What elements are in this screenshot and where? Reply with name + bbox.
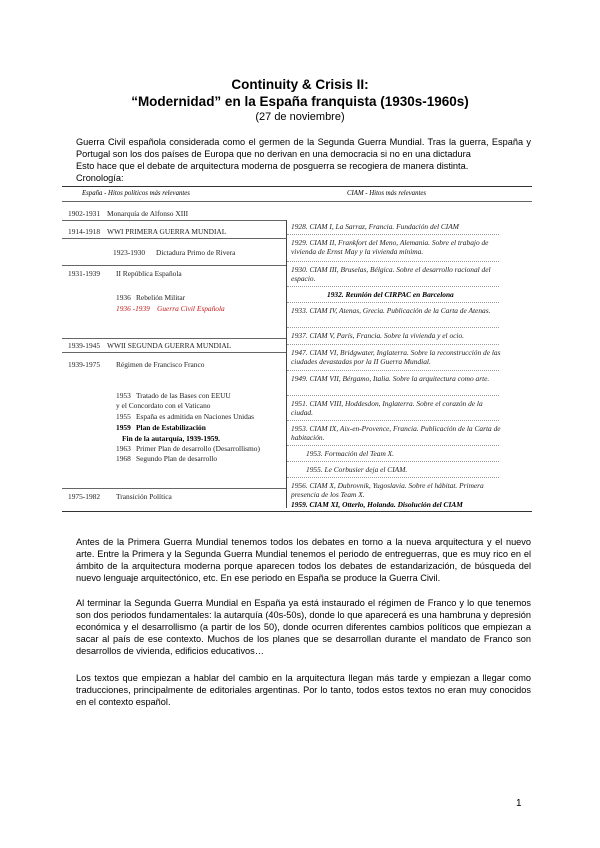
ciam-separator bbox=[287, 420, 499, 421]
ciam-separator bbox=[287, 327, 499, 328]
left-event-10: España es admitida en Naciones Unidas bbox=[136, 412, 255, 421]
left-year-11: 1959 bbox=[116, 423, 131, 432]
header-left: España - Hitos políticos más relevantes bbox=[82, 190, 190, 197]
ciam-5: 1937. CIAM V, París, Francia. Sobre la vivienda y el ocio. bbox=[291, 331, 465, 340]
left-event-5: Guerra Civil Española bbox=[157, 304, 225, 313]
left-year-5: 1936 -1939 bbox=[116, 304, 150, 313]
intro-label: Cronología: bbox=[76, 173, 124, 183]
ciam-8: 1951. CIAM VIII, Hoddesdon, Inglaterra. Sobre el corazón de la ciudad. bbox=[291, 399, 483, 417]
intro-line-2: Esto hace que el debate de arquitectura moderna de posguerra se recogiera de manera distinta. bbox=[76, 161, 469, 171]
ciam-0: 1928. CIAM I, La Sarraz, Francia. Fundación del CIAM bbox=[291, 222, 459, 231]
left-event-12: Fin de la autarquía, 1939-1959. bbox=[122, 434, 221, 443]
left-event-13: Primer Plan de desarrollo (Desarrollismo) bbox=[136, 444, 260, 453]
paragraph-3-text: Los textos que empiezan a hablar del cambio en la arquitectura llegan más tarde y empiezan a llegar como traducciones, principalmente de editoriales argentinas. Por lo tanto, todos estos textos no eran muy conocidos en el contexto español. bbox=[76, 673, 531, 707]
left-event-3: II República Española bbox=[116, 269, 182, 278]
left-event-6: WWII SEGUNDA GUERRA MUNDIAL bbox=[107, 341, 232, 350]
left-event-11: Plan de Estabilización bbox=[136, 423, 206, 432]
left-rule bbox=[62, 488, 286, 489]
ciam-separator bbox=[287, 395, 499, 396]
ciam-6: 1947. CIAM VI, Bridgwater, Inglaterra. Sobre la reconstrucción de las ciudades devastadas por la II Guerra Mundial. bbox=[291, 348, 501, 366]
left-event-14: Segundo Plan de desarrollo bbox=[136, 454, 218, 463]
left-year-2: 1923-1930 bbox=[113, 248, 146, 257]
left-event-7: Régimen de Francisco Franco bbox=[116, 360, 205, 369]
ciam-separator bbox=[287, 302, 499, 303]
left-year-13: 1963 bbox=[116, 444, 131, 453]
left-year-3: 1931-1939 bbox=[68, 269, 101, 278]
left-event-1: WWI PRIMERA GUERRA MUNDIAL bbox=[107, 227, 227, 236]
left-year-14: 1968 bbox=[116, 454, 131, 463]
left-event-2: Dictadura Primo de Rivera bbox=[156, 248, 236, 257]
ciam-3: 1932. Reunión del CIRPAC en Barcelona bbox=[327, 290, 454, 299]
left-event-15: Transición Política bbox=[116, 492, 172, 501]
left-rule bbox=[62, 238, 286, 239]
top-rule bbox=[62, 186, 532, 187]
ciam-1: 1929. CIAM II, Frankfort del Meno, Alemania. Sobre el trabajo de vivienda de Ernst May y la vivienda mínima. bbox=[291, 238, 489, 256]
left-rule bbox=[62, 220, 286, 221]
ciam-separator bbox=[287, 461, 499, 462]
ciam-13: 1959. CIAM XI, Otterlo, Holanda. Disolución del CIAM bbox=[291, 500, 463, 509]
left-year-6: 1939-1945 bbox=[68, 341, 101, 350]
header-right: CIAM - Hitos más relevantes bbox=[347, 190, 427, 197]
left-event-9: y el Concordato con el Vaticano bbox=[116, 401, 211, 410]
left-rule bbox=[62, 265, 286, 266]
divider-line bbox=[286, 220, 287, 508]
left-event-8: Tratado de las Bases con EEUU bbox=[136, 391, 231, 400]
left-year-7: 1939-1975 bbox=[68, 360, 101, 369]
title-line-2: “Modernidad” en la España franquista (1930s-1960s) bbox=[131, 94, 469, 109]
intro bbox=[76, 136, 531, 184]
title-date: (27 de noviembre) bbox=[255, 111, 345, 123]
bottom-rule bbox=[62, 511, 532, 512]
page-number: 1 bbox=[516, 798, 522, 809]
ciam-separator bbox=[287, 344, 499, 345]
ciam-7: 1949. CIAM VII, Bérgamo, Italia. Sobre la arquitectura como arte. bbox=[291, 374, 490, 383]
paragraph-1 bbox=[76, 536, 531, 584]
intro-line-1: Guerra Civil española considerada como el germen de la Segunda Guerra Mundial. Tras la guerra, España y Portugal son los dos países de Europa que no derivan en una democracia si no en una dictadura bbox=[76, 137, 531, 159]
left-year-0: 1902-1931 bbox=[68, 209, 101, 218]
chronology-table bbox=[62, 186, 532, 514]
ciam-10: 1953. Formación del Team X. bbox=[306, 449, 394, 458]
left-event-0: Monarquía de Alfonso XIII bbox=[107, 209, 189, 218]
left-year-10: 1955 bbox=[116, 412, 131, 421]
ciam-12: 1956. CIAM X, Dubrovnik, Yugoslavia. Sobre el hábitat. Primera presencia de los Team X. bbox=[291, 481, 484, 499]
left-rule bbox=[62, 352, 286, 353]
ciam-separator bbox=[287, 261, 499, 262]
ciam-9: 1953. CIAM IX, Aix-en-Provence, Francia. Publicación de la Carta de habitación. bbox=[291, 424, 501, 442]
left-rule bbox=[62, 338, 286, 339]
ciam-4: 1933. CIAM IV, Atenas, Grecia. Publicación de la Carta de Atenas. bbox=[291, 306, 491, 315]
ciam-2: 1930. CIAM III, Bruselas, Bélgica. Sobre el desarrollo racional del espacio. bbox=[291, 265, 491, 283]
paragraph-2-text: Al terminar la Segunda Guerra Mundial en España ya está instaurado el régimen de Franco y lo que tenemos son dos periodos fundamentales: la autarquía (40s-50s), donde lo que aparecerá es una hambruna y depresión económica y el desarrollismo (a partir de los 50), donde ocurren diferentes cambios políticos que empiezan a sacar al país de ese contexto. Muchos de los planes que se desarrollan durante el mandato de Franco son desarrollos de vivienda, edificios educativos… bbox=[76, 598, 531, 656]
ciam-separator bbox=[287, 445, 499, 446]
title-line-1: Continuity & Crisis II: bbox=[231, 77, 369, 92]
ciam-11: 1955. Le Corbusier deja el CIAM. bbox=[306, 465, 408, 474]
ciam-separator bbox=[287, 234, 499, 235]
paragraph-3 bbox=[76, 672, 531, 708]
left-year-4: 1936 bbox=[116, 293, 131, 302]
left-year-15: 1975-1982 bbox=[68, 492, 101, 501]
left-year-1: 1914-1918 bbox=[68, 227, 101, 236]
header-rule bbox=[62, 201, 532, 202]
left-year-8: 1953 bbox=[116, 391, 131, 400]
ciam-separator bbox=[287, 286, 499, 287]
ciam-separator bbox=[287, 370, 499, 371]
ciam-separator bbox=[287, 477, 499, 478]
paragraph-1-text: Antes de la Primera Guerra Mundial tenemos todos los debates en torno a la nueva arquitectura y el nuevo arte. Entre la Primera y la Segunda Guerra Mundial tenemos el periodo de entreguerras, que es muy rico en el ámbito de la arquitectura moderna porque aparecen todos los debates de estandarización, de búsqueda del nuevo lenguaje arquitectónico, etc. En ese periodo en España se produce la Guerra Civil. bbox=[76, 537, 531, 583]
left-event-4: Rebelión Militar bbox=[136, 293, 186, 302]
paragraph-2 bbox=[76, 597, 531, 657]
